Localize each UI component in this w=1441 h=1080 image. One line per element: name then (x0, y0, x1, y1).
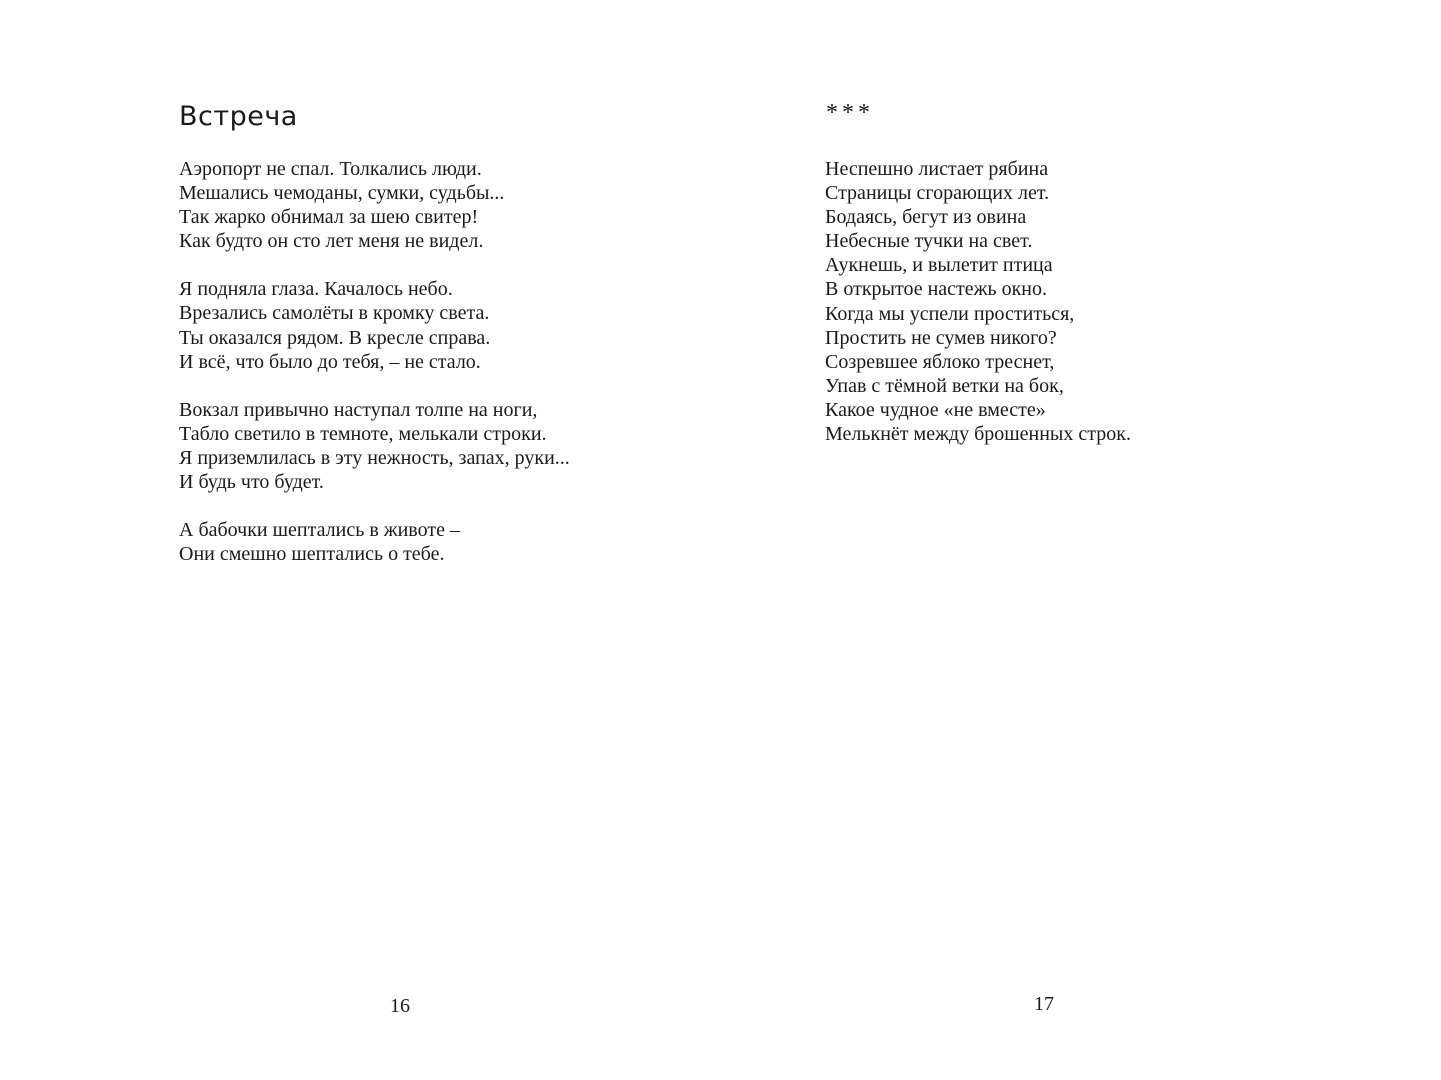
poem-line: Когда мы успели проститься, (825, 302, 1075, 325)
stanza (179, 518, 570, 566)
poem-line: Табло светило в темноте, мелькали строки. (179, 422, 547, 445)
poem-title-asterisks: *** (826, 100, 874, 126)
poem-line: Вокзал привычно наступал толпе на ноги, (179, 398, 538, 421)
poem-line: Созревшее яблоко треснет, (825, 350, 1055, 373)
poem-line: Как будто он сто лет меня не видел. (179, 230, 484, 253)
poem-body (179, 157, 570, 590)
poem-title: Встреча (179, 101, 298, 132)
poem-line: Аэропорт не спал. Толкались люди. (179, 158, 482, 180)
poem-line: А бабочки шептались в животе – (179, 519, 460, 542)
poem-line: Мешались чемоданы, сумки, судьбы... (179, 182, 505, 205)
poem-line: Бодаясь, бегут из овина (825, 206, 1027, 229)
right-page (720, 0, 1441, 1080)
poem-line: Я приземлилась в эту нежность, запах, руки... (179, 446, 570, 469)
stanza (179, 157, 570, 253)
poem-line: Я подняла глаза. Качалось небо. (179, 278, 453, 301)
poem-line: Неспешно листает рябина (825, 158, 1049, 180)
page-number: 16 (390, 995, 410, 1017)
poem-line: Небесные тучки на свет. (825, 230, 1033, 253)
poem-line: Страницы сгорающих лет. (825, 182, 1050, 205)
stanza (179, 398, 570, 494)
poem-line: Упав с тёмной ветки на бок, (825, 374, 1064, 397)
left-page (0, 0, 720, 1080)
poem-line: Простить не сумев никого? (825, 326, 1057, 349)
poem-line: Так жарко обнимал за шею свитер! (179, 206, 479, 229)
poem-line: И всё, что было до тебя, – не стало. (179, 350, 481, 373)
poem-line: Мелькнёт между брошенных строк. (825, 423, 1131, 446)
stanza (179, 277, 570, 373)
poem-line: Аукнешь, и вылетит птица (825, 254, 1053, 277)
poem-line: Они смешно шептались о тебе. (179, 543, 445, 566)
poem-line: Какое чудное «не вместе» (825, 398, 1046, 421)
poem-line: Ты оказался рядом. В кресле справа. (179, 326, 491, 349)
poem-line: Врезались самолёты в кромку света. (179, 302, 490, 325)
poem-line: В открытое настежь окно. (825, 278, 1048, 301)
stanza (825, 157, 1131, 446)
poem-body (825, 157, 1131, 470)
page-number: 17 (1034, 993, 1054, 1015)
poem-line: И будь что будет. (179, 471, 324, 494)
